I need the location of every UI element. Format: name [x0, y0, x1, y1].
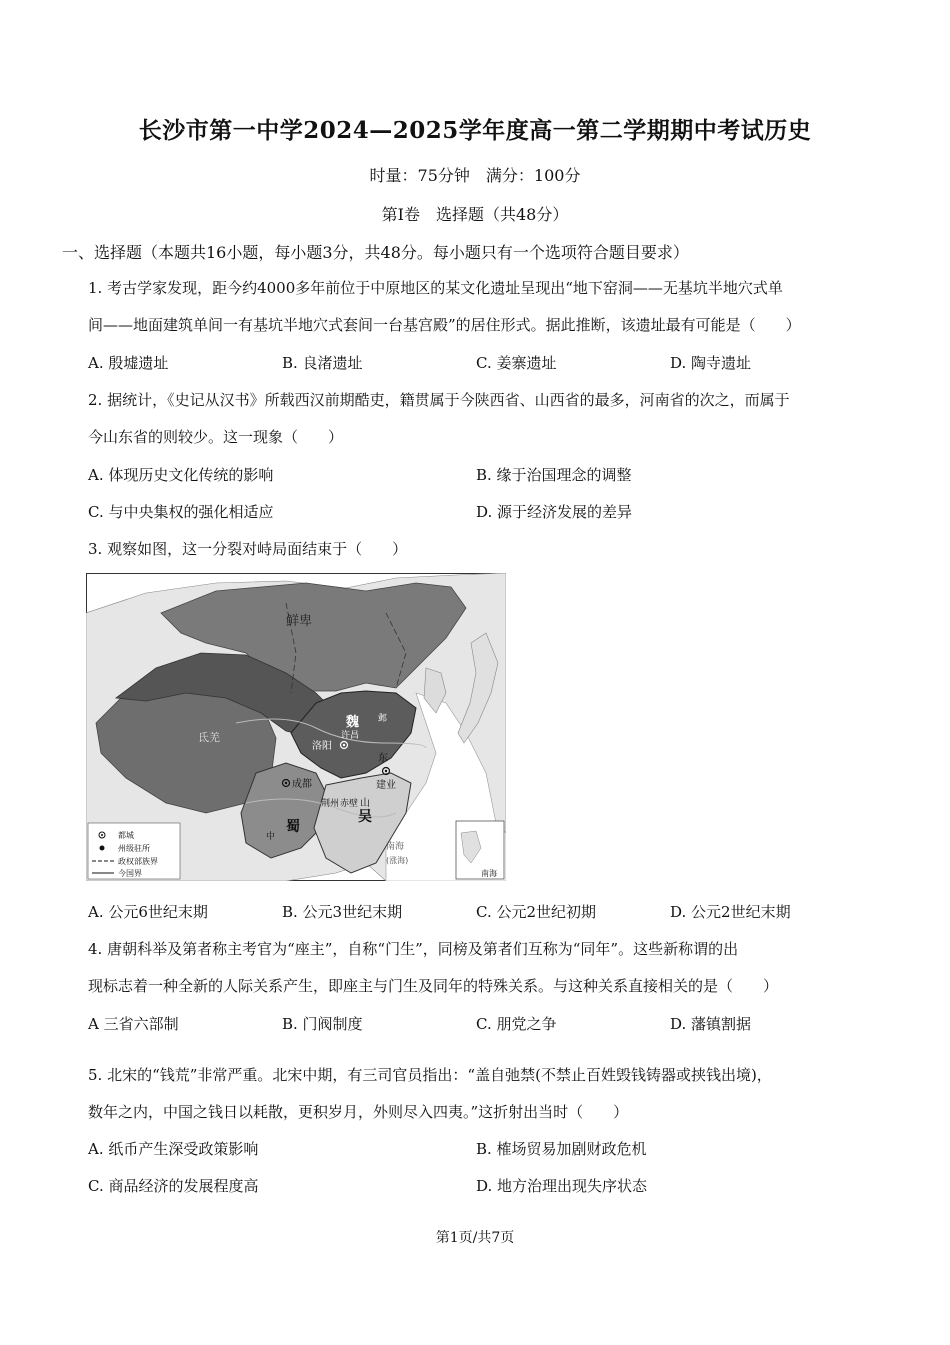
label-chengdu: 成都 — [292, 779, 312, 790]
label-nanhai: 南海 — [386, 842, 405, 852]
legend-capital: 都城 — [118, 831, 134, 840]
question-2-option-a[interactable]: A. 体现历史文化传统的影响 — [88, 466, 274, 484]
question-3-option-b[interactable]: B. 公元3世纪末期 — [282, 903, 403, 921]
legend-prefecture: 州级驻所 — [118, 844, 150, 853]
question-4-option-c[interactable]: C. 朋党之争 — [476, 1015, 557, 1033]
question-1-option-d[interactable]: D. 陶寺遗址 — [670, 354, 752, 372]
question-4-option-a[interactable]: A 三省六部制 — [88, 1015, 179, 1033]
question-4-line-2: 现标志着一种全新的人际关系产生，即座主与门生及同年的特殊关系。与这种关系直接相关的是（ ） — [88, 977, 779, 995]
capital-marker-jianye-dot — [385, 770, 387, 772]
label-shu: 蜀 — [286, 819, 300, 835]
label-nanhai-paren: (涨海) — [386, 856, 409, 865]
label-inset-nanhai: 南海 — [481, 869, 497, 878]
label-luoyang: 洛阳 — [312, 741, 332, 752]
question-3-option-c[interactable]: C. 公元2世纪初期 — [476, 903, 597, 921]
label-zhong: 中 — [266, 832, 276, 842]
label-shan: 山 — [360, 798, 370, 809]
question-5-option-b[interactable]: B. 榷场贸易加剧财政危机 — [476, 1140, 647, 1158]
question-1-line-2: 间——地面建筑单间一有基坑半地穴式套间一台基宫殿”的居住形式。据此推断，该遗址最有可能是（ ） — [88, 316, 801, 334]
question-4-line-1: 4. 唐朝科举及第者称主考官为“座主”，自称“门生”，同榜及第者们互称为“同年”。这些新称谓的出 — [88, 940, 739, 958]
question-5-option-d[interactable]: D. 地方治理出现失序状态 — [476, 1177, 648, 1195]
capital-marker-chengdu-dot — [285, 782, 287, 784]
legend-border: 今国界 — [118, 869, 142, 878]
question-3-option-a[interactable]: A. 公元6世纪末期 — [88, 903, 208, 921]
question-3-option-d[interactable]: D. 公元2世纪末期 — [670, 903, 791, 921]
three-kingdoms-map — [86, 573, 506, 881]
label-wu: 吴 — [358, 809, 372, 825]
question-5-line-1: 5. 北宋的“钱荒”非常严重。北宋中期，有三司官员指出：“盖自弛禁(不禁止百姓毁钱铸器或挟钱出境)， — [88, 1066, 772, 1084]
legend-boundary: 政权部族界 — [118, 857, 158, 866]
label-jianye: 建业 — [376, 780, 396, 791]
page-number: 第1页/共7页 — [435, 1230, 515, 1246]
question-2-option-c[interactable]: C. 与中央集权的强化相适应 — [88, 503, 274, 521]
label-chibi: 赤壁 — [340, 799, 359, 809]
question-2-option-d[interactable]: D. 源于经济发展的差异 — [476, 503, 633, 521]
question-5-line-2: 数年之内，中国之钱日以耗散，更积岁月，外则尽入四夷。”这折射出当时（ ） — [88, 1103, 629, 1121]
label-diqiang: 氐羌 — [198, 731, 220, 744]
question-5-option-a[interactable]: A. 纸币产生深受政策影响 — [88, 1140, 259, 1158]
label-dong: 东 — [378, 753, 388, 764]
label-jingzhou: 荆州 — [321, 799, 340, 809]
label-xianbei: 鲜卑 — [286, 614, 313, 629]
question-4-option-d[interactable]: D. 藩镇割据 — [670, 1015, 752, 1033]
exam-time-score: 时量：75分钟 满分：100分 — [369, 166, 581, 185]
volume-heading: 第Ⅰ卷 选择题（共48分） — [381, 205, 569, 224]
label-wei: 魏 — [346, 715, 360, 730]
question-4-option-b[interactable]: B. 门阀制度 — [282, 1015, 363, 1033]
label-xuchang: 许昌 — [341, 731, 360, 741]
question-3-line-1: 3. 观察如图，这一分裂对峙局面结束于（ ） — [88, 540, 408, 558]
legend-prefecture-icon — [100, 846, 105, 851]
question-1-line-1: 1. 考古学家发现，距今约4000多年前位于中原地区的某文化遗址呈现出“地下窑洞——无基坑半地穴式单 — [88, 279, 783, 297]
question-1-option-a[interactable]: A. 殷墟遗址 — [88, 354, 169, 372]
capital-marker-luoyang-dot — [343, 744, 345, 746]
question-1-option-c[interactable]: C. 姜寨遗址 — [476, 354, 557, 372]
question-2-line-1: 2. 据统计，《史记从汉书》所载西汉前期酷吏，籍贯属于今陕西省、山西省的最多，河南省的次之，而属于 — [88, 391, 790, 409]
question-5-option-c[interactable]: C. 商品经济的发展程度高 — [88, 1177, 259, 1195]
page-title: 长沙市第一中学2024—2025学年度高一第二学期期中考试历史 — [138, 117, 812, 144]
section-instruction: 一、选择题（本题共16小题，每小题3分，共48分。每小题只有一个选项符合题目要求） — [62, 243, 689, 262]
question-2-line-2: 今山东省的则较少。这一现象（ ） — [88, 428, 344, 446]
question-2-option-b[interactable]: B. 缘于治国理念的调整 — [476, 466, 632, 484]
label-ye: 邺 — [378, 714, 388, 724]
question-1-option-b[interactable]: B. 良渚遗址 — [282, 354, 363, 372]
